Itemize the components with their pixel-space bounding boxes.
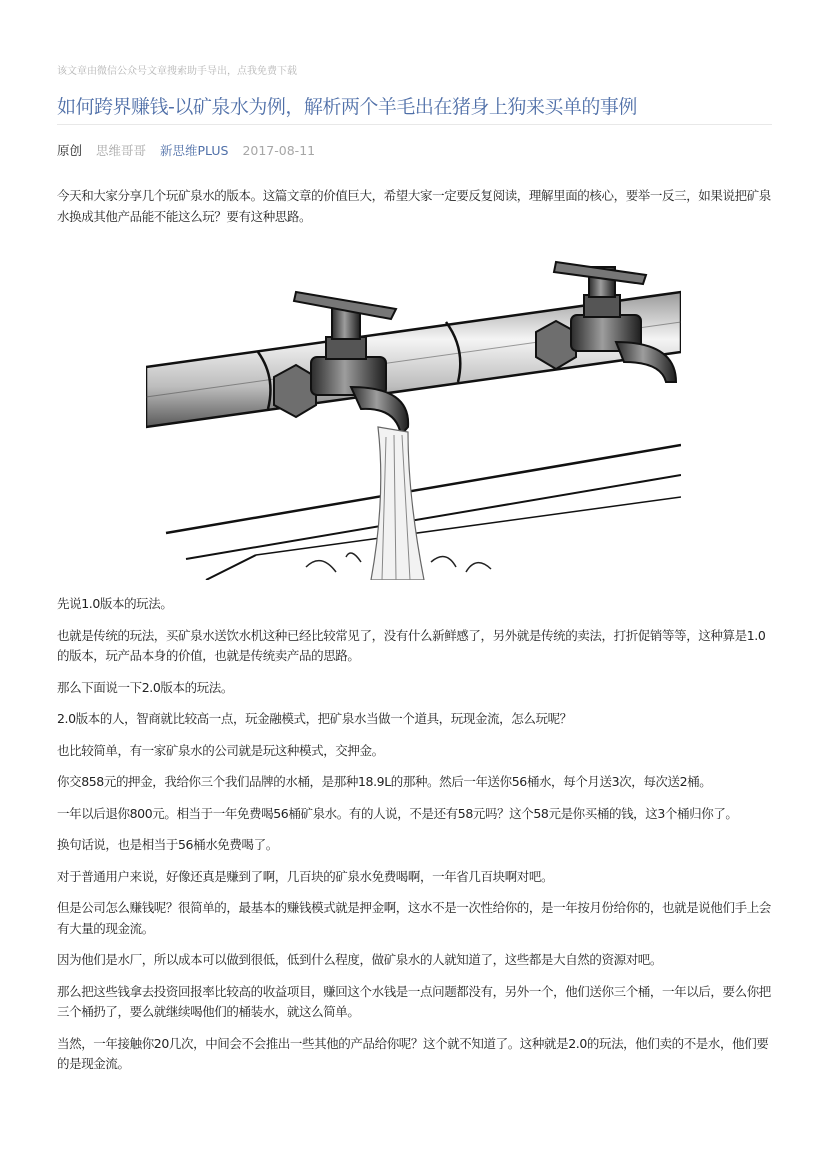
paragraph: 换句话说，也是相当于56桶水免费喝了。 <box>57 837 278 852</box>
article-body <box>57 594 772 1086</box>
paragraph: 今天和大家分享几个玩矿泉水的版本。这篇文章的价值巨大，希望大家一定要反复阅读，理解里面的核心，要举一反三，如果说把矿泉水换成其他产品能不能这么玩？要有这种思路。 <box>57 188 771 224</box>
paragraph: 因为他们是水厂，所以成本可以做到很低，低到什么程度，做矿泉水的人就知道了，这些都是大自然的资源对吧。 <box>57 952 663 967</box>
original-tag: 原创 <box>57 143 83 158</box>
paragraph: 2.0版本的人，智商就比较高一点，玩金融模式，把矿泉水当做一个道具，玩现金流，怎么玩呢？ <box>57 711 572 726</box>
paragraph: 也比较简单，有一家矿泉水的公司就是玩这种模式，交押金。 <box>57 742 384 758</box>
article-title: 如何跨界赚钱-以矿泉水为例，解析两个羊毛出在猪身上狗来买单的事例 <box>57 96 637 118</box>
paragraph: 也就是传统的玩法，买矿泉水送饮水机这种已经比较常见了，没有什么新鲜感了，另外就是传统的卖法，打折促销等等，这种算是1.0的版本，玩产品本身的价值，也就是传统卖产品的思路。 <box>57 627 766 663</box>
paragraph: 对于普通用户来说，好像还真是赚到了啊，几百块的矿泉水免费喝啊，一年省几百块啊对吧。 <box>57 868 554 884</box>
paragraph: 那么下面说一下2.0版本的玩法。 <box>57 679 233 695</box>
paragraph: 当然，一年接触你20几次，中间会不会推出一些其他的产品给你呢？这个就不知道了。这种就是2.0的玩法，他们卖的不是水，他们要的是现金流。 <box>57 1035 769 1071</box>
export-notice-link[interactable]: 该文章由微信公众号文章搜索助手导出，点我免费下载 <box>57 66 297 77</box>
paragraph: 那么把这些钱拿去投资回报率比较高的收益项目，赚回这个水钱是一点问题都没有，另外一个，他们送你三个桶，一年以后，要么你把三个桶扔了，要么就继续喝他们的桶装水，就这么简单。 <box>57 983 771 1019</box>
author-name: 思维哥哥 <box>96 143 147 158</box>
article-intro <box>57 186 772 238</box>
paragraph: 你交858元的押金，我给你三个我们品牌的水桶，是那种18.9L的那种。然后一年送你56桶水，每个月送3次，每次送2桶。 <box>57 774 712 789</box>
article-meta <box>57 141 325 159</box>
title-divider <box>57 124 772 125</box>
paragraph: 一年以后退你800元。相当于一年免费喝56桶矿泉水。有的人说，不是还有58元吗？这个58元是你买桶的钱，这3个桶归你了。 <box>57 805 738 821</box>
article-image <box>146 237 681 580</box>
paragraph: 先说1.0版本的玩法。 <box>57 596 173 611</box>
faucet-illustration-icon <box>146 237 681 580</box>
account-link[interactable]: 新思维PLUS <box>160 143 229 158</box>
paragraph: 但是公司怎么赚钱呢？很简单的，最基本的赚钱模式就是押金啊，这水不是一次性给你的，是一年按月份给你的，也就是说他们手上会有大量的现金流。 <box>57 900 771 936</box>
publish-date: 2017-08-11 <box>242 143 316 158</box>
